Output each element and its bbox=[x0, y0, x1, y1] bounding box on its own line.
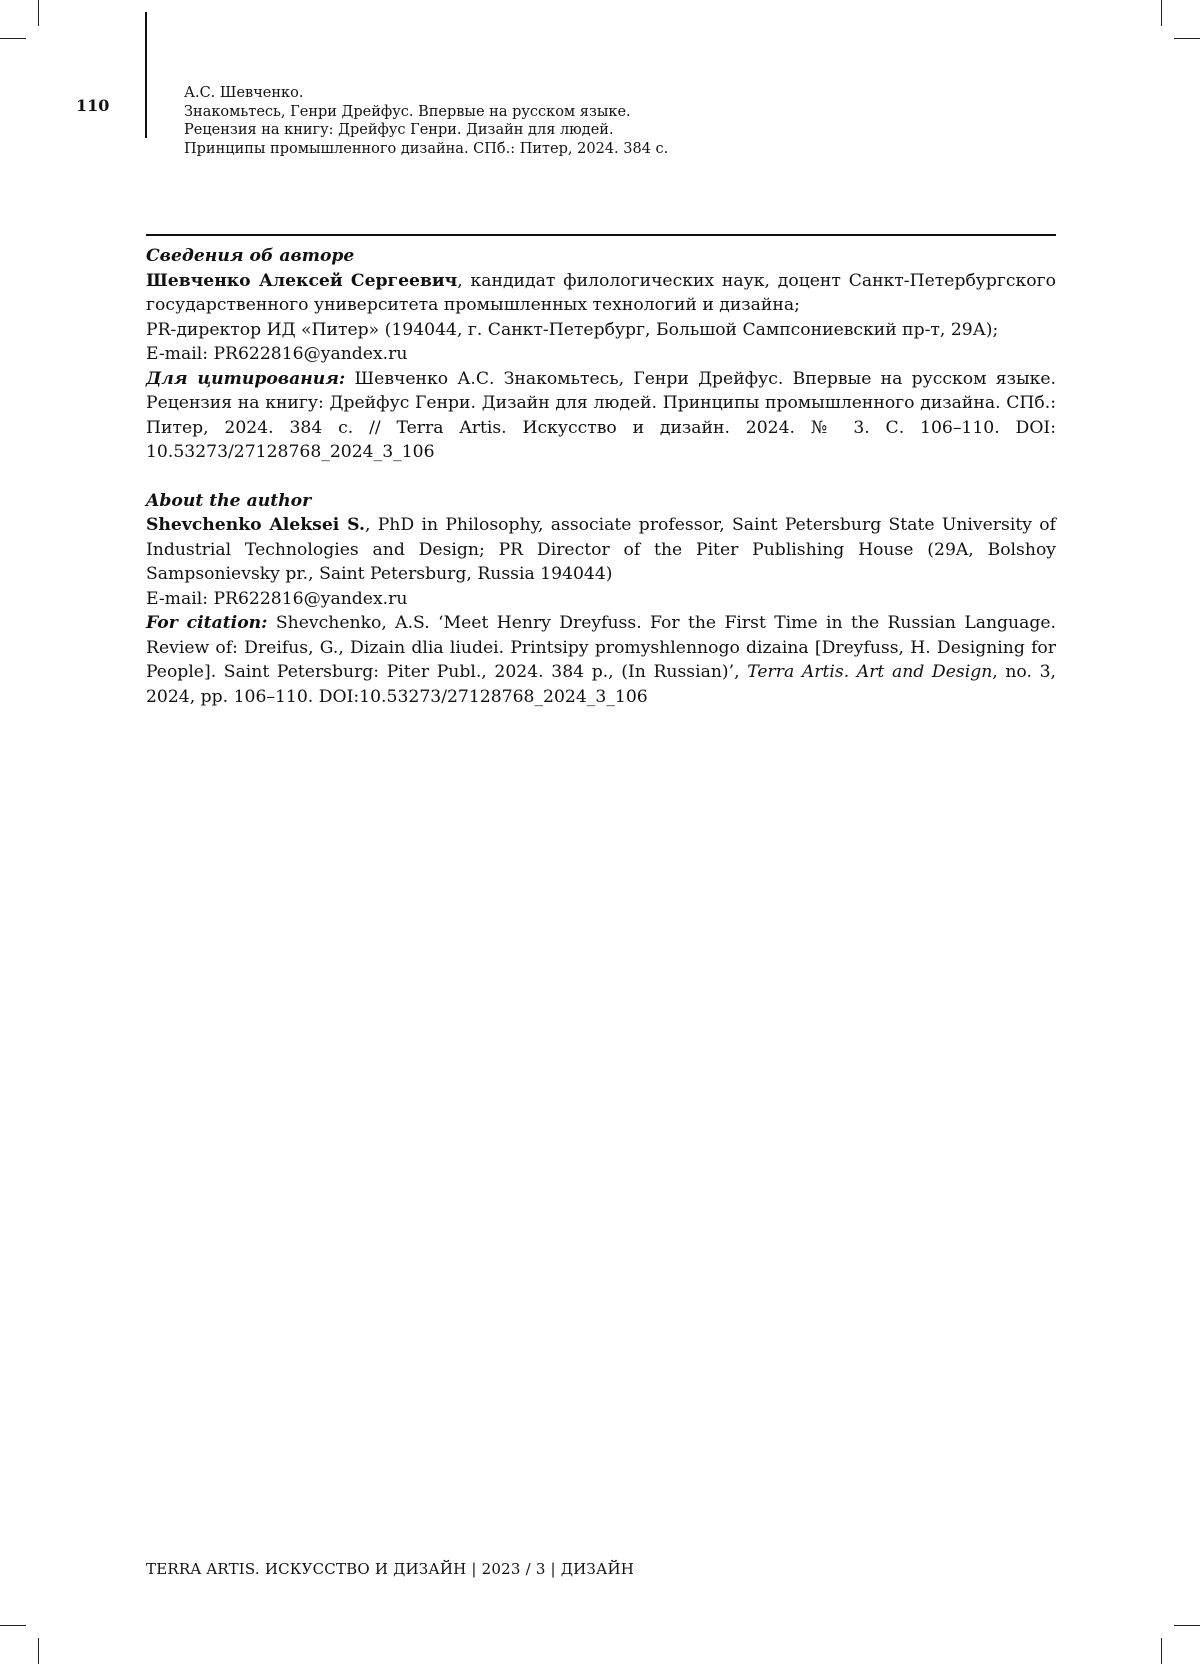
en-citation-text-2: , no. 3, 2024, pp. 106–110. DOI:10.53273/27128768_2024_3_106 bbox=[146, 662, 1056, 707]
ru-section-title: Сведения об авторе bbox=[146, 246, 355, 266]
en-citation bbox=[146, 611, 1056, 709]
en-citation-text-1: Shevchenko, A.S. ‘Meet Henry Dreyfuss. For the First Time in the Russian Language. Review of: Dreifus, G., Dizain dlia liudei. Printsipy promyshlennogo dizaina [Dreyfuss, H. Designing for People]. Saint Petersburg: Piter Publ., 2024. 384 p., (In Russian)’, bbox=[146, 613, 1057, 682]
crop-mark-top-right-vertical bbox=[1161, 0, 1162, 26]
ru-author-paragraph bbox=[146, 269, 1056, 318]
ru-citation bbox=[146, 367, 1056, 465]
en-citation-label: For citation: bbox=[146, 613, 268, 633]
en-author-description: , PhD in Philosophy, associate professor, Saint Petersburg State University of Industrial Technologies and Design; PR Director of the Piter Publishing House (29A, Bolshoy Sampsonievsky pr., Saint Petersburg, Russia 194044) bbox=[146, 515, 1056, 584]
crop-mark-bottom-left-vertical bbox=[38, 1638, 39, 1664]
ru-citation-text: Шевченко А.С. Знакомьтесь, Генри Дрейфус. Впервые на русском языке. Рецензия на книгу: Дрейфус Генри. Дизайн для людей. Принципы промышленного дизайна. СПб.: Питер, 2024. 384 с. // Terra Artis. Искусство и дизайн. 2024. № 3. С. 106–110. DOI: 10.53273/27128768_2024_3_106 bbox=[146, 368, 1056, 462]
page-number: 110 bbox=[76, 96, 110, 115]
running-header bbox=[184, 84, 668, 158]
ru-position: PR-директор ИД «Питер» (194044, г. Санкт-Петербург, Большой Сампсониевский пр-т, 29А); bbox=[146, 319, 999, 340]
header-line: Рецензия на книгу: Дрейфус Генри. Дизайн для людей. bbox=[184, 122, 614, 138]
ru-author-description: , кандидат филологических наук, доцент Санкт-Петербургского государственного университета промышленных технологий и дизайна; bbox=[146, 270, 1056, 315]
section-rule bbox=[146, 234, 1056, 236]
crop-mark-bottom-right-horizontal bbox=[1174, 1625, 1200, 1626]
crop-mark-bottom-right-vertical bbox=[1161, 1638, 1162, 1664]
crop-mark-top-left-horizontal bbox=[0, 38, 26, 39]
en-author-name: Shevchenko Aleksei S. bbox=[146, 515, 365, 535]
en-citation-journal: Terra Artis. Art and Design bbox=[747, 662, 993, 682]
en-section-title: About the author bbox=[146, 490, 312, 511]
ru-author-name: Шевченко Алексей Сергеевич bbox=[146, 270, 458, 291]
header-line: Знакомьтесь, Генри Дрейфус. Впервые на русском языке. bbox=[184, 103, 631, 120]
header-divider-line bbox=[145, 12, 147, 138]
en-email: E-mail: PR622816@yandex.ru bbox=[146, 588, 408, 609]
crop-mark-bottom-left-horizontal bbox=[0, 1625, 26, 1626]
page-footer: TERRA ARTIS. ИСКУССТВО И ДИЗАЙН | 2023 / 3 | ДИЗАЙН bbox=[146, 1560, 635, 1578]
author-info bbox=[146, 244, 1056, 709]
ru-email: E-mail: PR622816@yandex.ru bbox=[146, 344, 408, 364]
en-author-paragraph bbox=[146, 513, 1056, 587]
crop-mark-top-right-horizontal bbox=[1174, 38, 1200, 39]
crop-mark-top-left-vertical bbox=[38, 0, 39, 26]
header-line: Принципы промышленного дизайна. СПб.: Питер, 2024. 384 с. bbox=[184, 140, 669, 157]
ru-citation-label: Для цитирования: bbox=[146, 368, 346, 389]
header-line: А.С. Шевченко. bbox=[184, 85, 304, 101]
